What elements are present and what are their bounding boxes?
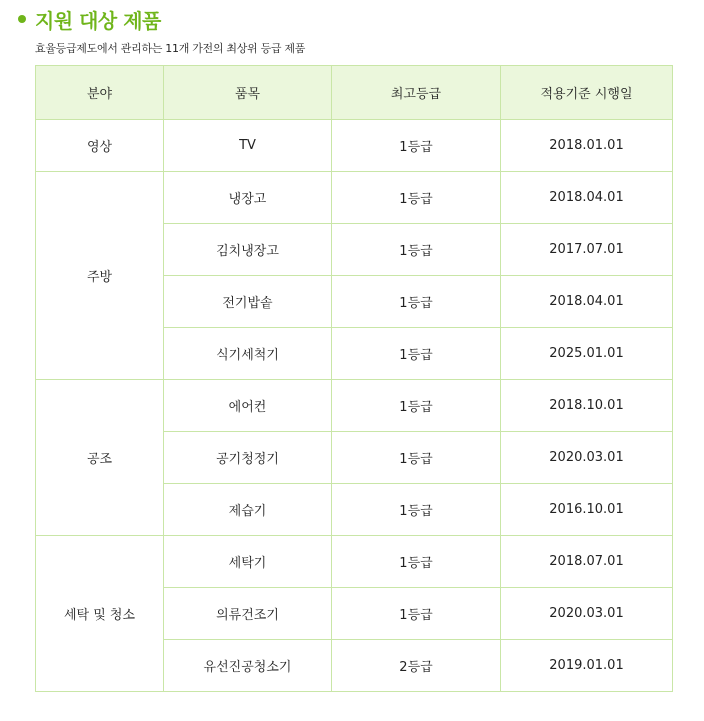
header-item: 품목 [164,66,332,120]
date-cell: 2020.03.01 [501,432,673,484]
grade-cell: 1등급 [332,536,501,588]
category-cell: 주방 [36,172,164,380]
grade-cell: 1등급 [332,588,501,640]
grade-cell: 1등급 [332,172,501,224]
date-cell: 2016.10.01 [501,484,673,536]
category-cell: 공조 [36,380,164,536]
grade-cell: 1등급 [332,432,501,484]
table-body [36,120,673,692]
table-header-row [36,66,673,120]
date-cell: 2018.04.01 [501,172,673,224]
date-cell: 2018.01.01 [501,120,673,172]
item-cell: 공기청정기 [164,432,332,484]
date-cell: 2017.07.01 [501,224,673,276]
date-cell: 2025.01.01 [501,328,673,380]
item-cell: 냉장고 [164,172,332,224]
item-cell: 김치냉장고 [164,224,332,276]
page-title: 지원 대상 제품 [35,8,161,33]
item-cell: 제습기 [164,484,332,536]
grade-cell: 1등급 [332,380,501,432]
date-cell: 2020.03.01 [501,588,673,640]
bullet-icon [18,15,26,23]
date-cell: 2019.01.01 [501,640,673,692]
section-header [18,5,161,33]
item-cell: 유선진공청소기 [164,640,332,692]
grade-cell: 1등급 [332,484,501,536]
date-cell: 2018.04.01 [501,276,673,328]
item-cell: 세탁기 [164,536,332,588]
table-row [36,172,673,224]
grade-cell: 1등급 [332,120,501,172]
category-cell: 세탁 및 청소 [36,536,164,692]
header-grade: 최고등급 [332,66,501,120]
grade-cell: 1등급 [332,328,501,380]
date-cell: 2018.07.01 [501,536,673,588]
grade-cell: 2등급 [332,640,501,692]
grade-cell: 1등급 [332,276,501,328]
grade-cell: 1등급 [332,224,501,276]
date-cell: 2018.10.01 [501,380,673,432]
table-row [36,380,673,432]
item-cell: 식기세척기 [164,328,332,380]
item-cell: 에어컨 [164,380,332,432]
category-cell: 영상 [36,120,164,172]
page-subtitle: 효율등급제도에서 관리하는 11개 가전의 최상위 등급 제품 [35,42,306,55]
table-row [36,120,673,172]
table-row [36,536,673,588]
item-cell: TV [164,120,332,172]
header-date: 적용기준 시행일 [501,66,673,120]
header-category: 분야 [36,66,164,120]
support-products-table [35,65,673,692]
item-cell: 의류건조기 [164,588,332,640]
item-cell: 전기밥솥 [164,276,332,328]
